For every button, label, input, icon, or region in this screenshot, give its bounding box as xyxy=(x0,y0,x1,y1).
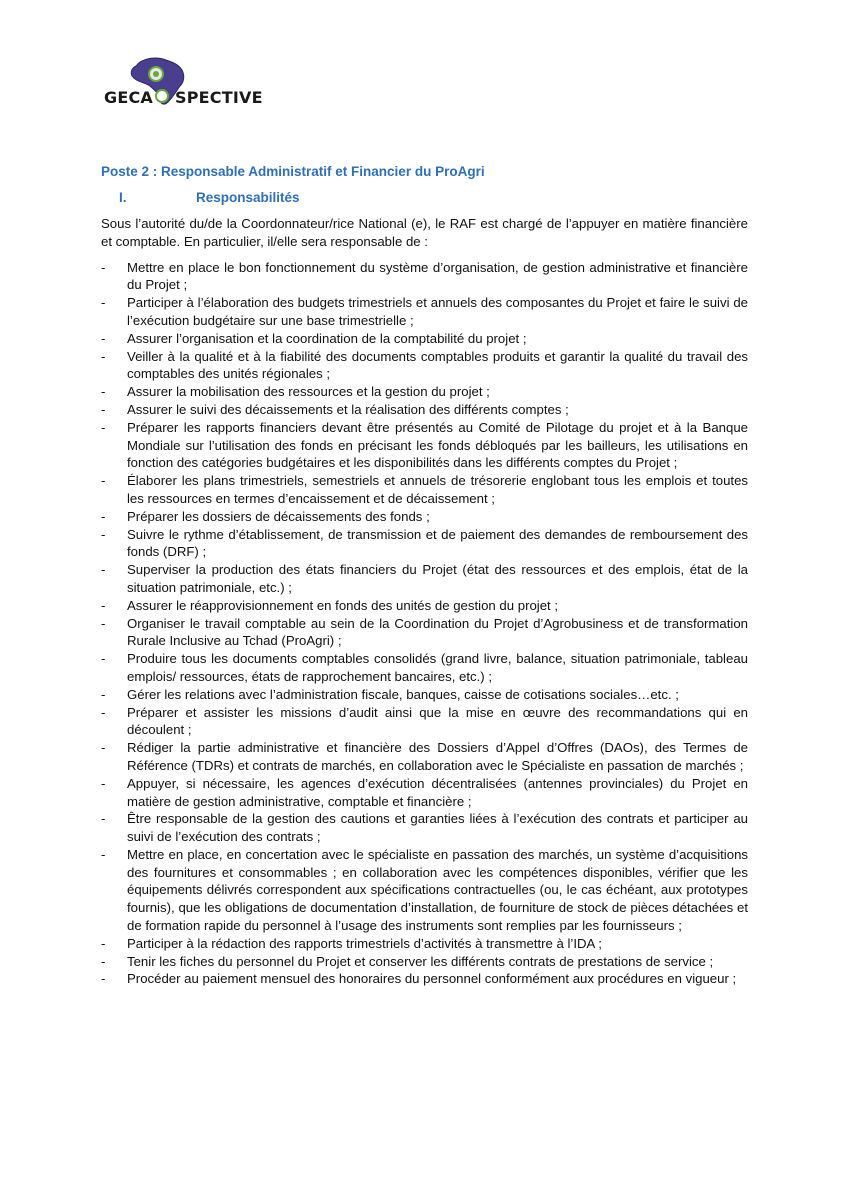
document-body xyxy=(101,164,748,988)
bullet-dash: - xyxy=(101,704,106,720)
list-item-text: Préparer et assister les missions d’audit ainsi que la mise en œuvre des recommandations qui en découlent ; xyxy=(127,704,748,738)
list-item-text: Mettre en place le bon fonctionnement du système d’organisation, de gestion administrative et financière du Projet ; xyxy=(127,259,748,293)
list-item xyxy=(101,419,748,472)
bullet-dash: - xyxy=(101,953,106,969)
bullet-dash: - xyxy=(101,295,106,311)
logo-text-right: SPECTIVE xyxy=(175,88,263,107)
section-heading xyxy=(101,190,748,205)
section-number: I. xyxy=(119,190,127,205)
list-item xyxy=(101,953,748,971)
list-item xyxy=(101,739,748,775)
bullet-dash: - xyxy=(101,384,106,400)
bullet-dash: - xyxy=(101,348,106,364)
bullet-dash: - xyxy=(101,775,106,791)
list-item-text: Gérer les relations avec l’administration fiscale, banques, caisse de cotisations sociales…etc. ; xyxy=(127,686,679,702)
logo-text-left: GECA xyxy=(104,88,153,107)
list-item xyxy=(101,615,748,651)
list-item xyxy=(101,704,748,740)
list-item-text: Veiller à la qualité et à la fiabilité des documents comptables produits et garantir la qualité du travail des comptables des unités régionales ; xyxy=(127,348,748,382)
list-item xyxy=(101,508,748,526)
list-item-text: Participer à la rédaction des rapports trimestriels d’activités à transmettre à l’IDA ; xyxy=(127,935,602,951)
bullet-dash: - xyxy=(101,419,106,435)
list-item xyxy=(101,348,748,384)
list-item xyxy=(101,810,748,846)
list-item-text: Tenir les fiches du personnel du Projet et conserver les différents contrats de prestations de service ; xyxy=(127,953,714,969)
responsibilities-list xyxy=(101,259,748,989)
bullet-dash: - xyxy=(101,526,106,542)
section-title: Responsabilités xyxy=(196,190,300,205)
poste-title: Poste 2 : Responsable Administratif et Financier du ProAgri xyxy=(101,164,485,179)
bullet-dash: - xyxy=(101,401,106,417)
bullet-dash: - xyxy=(101,508,106,524)
list-item xyxy=(101,294,748,330)
bullet-dash: - xyxy=(101,935,106,951)
logo-wordmark xyxy=(104,88,263,107)
bullet-dash: - xyxy=(101,597,106,613)
list-item xyxy=(101,775,748,811)
list-item-text: Organiser le travail comptable au sein de la Coordination du Projet d’Agrobusiness et de transformation Rurale Inclusive au Tchad (ProAgri) ; xyxy=(127,615,748,649)
list-item-text: Préparer les dossiers de décaissements des fonds ; xyxy=(127,508,430,524)
list-item-text: Mettre en place, en concertation avec le spécialiste en passation des marchés, un système d’acquisitions des fournitures et consommables ; en collaboration avec les compétences disponibles, vérifier que les équipements délivrés correspondent aux spécifications contractuelles (ou, le cas échéant, aux prototypes fournis), que les obligations de documentation d’installation, de fourniture de stock de pièces détachées et de formation rapide du personnel à l’usage des instruments sont remplies par les fournisseurs ; xyxy=(127,846,748,934)
bullet-dash: - xyxy=(101,811,106,827)
list-item-text: Suivre le rythme d’établissement, de transmission et de paiement des demandes de remboursement des fonds (DRF) ; xyxy=(127,526,748,560)
list-item-text: Assurer la mobilisation des ressources et la gestion du projet ; xyxy=(127,384,490,400)
bullet-dash: - xyxy=(101,473,106,489)
list-item xyxy=(101,259,748,295)
list-item xyxy=(101,597,748,615)
list-item xyxy=(101,561,748,597)
bullet-dash: - xyxy=(101,846,106,862)
bullet-dash: - xyxy=(101,615,106,631)
list-item xyxy=(101,401,748,419)
list-item-text: Assurer l’organisation et la coordination de la comptabilité du projet ; xyxy=(127,330,527,346)
list-item xyxy=(101,330,748,348)
list-item-text: Appuyer, si nécessaire, les agences d’exécution décentralisées (antennes provinciales) du Projet en matière de gestion administrative, comptable et financière ; xyxy=(127,775,748,809)
intro-paragraph: Sous l’autorité du/de la Coordonnateur/rice National (e), le RAF est chargé de l’appuyer en matière financière et comptable. En particulier, il/elle sera responsable de : xyxy=(101,216,748,249)
list-item xyxy=(101,472,748,508)
list-item-text: Participer à l’élaboration des budgets trimestriels et annuels des composantes du Projet et faire le suivi de l’exécution budgétaire sur une base trimestrielle ; xyxy=(127,295,748,328)
bullet-dash: - xyxy=(101,330,106,346)
bullet-dash: - xyxy=(101,971,106,987)
list-item-text: Élaborer les plans trimestriels, semestriels et annuels de trésorerie englobant tous les emplois et toutes les ressources en termes d’encaissement et de décaissement ; xyxy=(127,473,748,506)
logo xyxy=(104,52,274,114)
list-item xyxy=(101,526,748,562)
list-item xyxy=(101,650,748,686)
list-item-text: Procéder au paiement mensuel des honoraires du personnel conformément aux procédures en vigueur ; xyxy=(127,971,737,987)
list-item-text: Rédiger la partie administrative et financière des Dossiers d’Appel d’Offres (DAOs), des Termes de Référence (TDRs) et contrats de marchés, en collaboration avec le Spécialiste en passation de marchés ; xyxy=(127,740,748,773)
list-item xyxy=(101,383,748,401)
list-item xyxy=(101,846,748,935)
bullet-dash: - xyxy=(101,740,106,756)
bullet-dash: - xyxy=(101,651,106,667)
list-item xyxy=(101,970,748,988)
bullet-dash: - xyxy=(101,562,106,578)
list-item-text: Assurer le suivi des décaissements et la réalisation des différents comptes ; xyxy=(127,401,569,417)
list-item-text: Assurer le réapprovisionnement en fonds des unités de gestion du projet ; xyxy=(127,597,559,613)
bullet-dash: - xyxy=(101,259,106,275)
list-item-text: Préparer les rapports financiers devant être présentés au Comité de Pilotage du projet et à la Banque Mondiale sur l’utilisation des fonds en précisant les fonds débloqués par les bailleurs, les utilisations en fonction des catégories budgétaires et les disponibilités dans les différents comptes du Projet ; xyxy=(127,419,748,471)
list-item-text: Superviser la production des états financiers du Projet (état des ressources et des emplois, état de la situation patrimoniale, etc.) ; xyxy=(127,562,748,595)
list-item xyxy=(101,686,748,704)
bullet-dash: - xyxy=(101,686,106,702)
list-item-text: Produire tous les documents comptables consolidés (grand livre, balance, situation patrimoniale, tableau emplois/ ressources, états de rapprochement bancaires, etc.) ; xyxy=(127,651,748,684)
list-item xyxy=(101,935,748,953)
list-item-text: Être responsable de la gestion des cautions et garanties liées à l’exécution des contrats et participer au suivi de l’exécution des contrats ; xyxy=(127,811,748,845)
